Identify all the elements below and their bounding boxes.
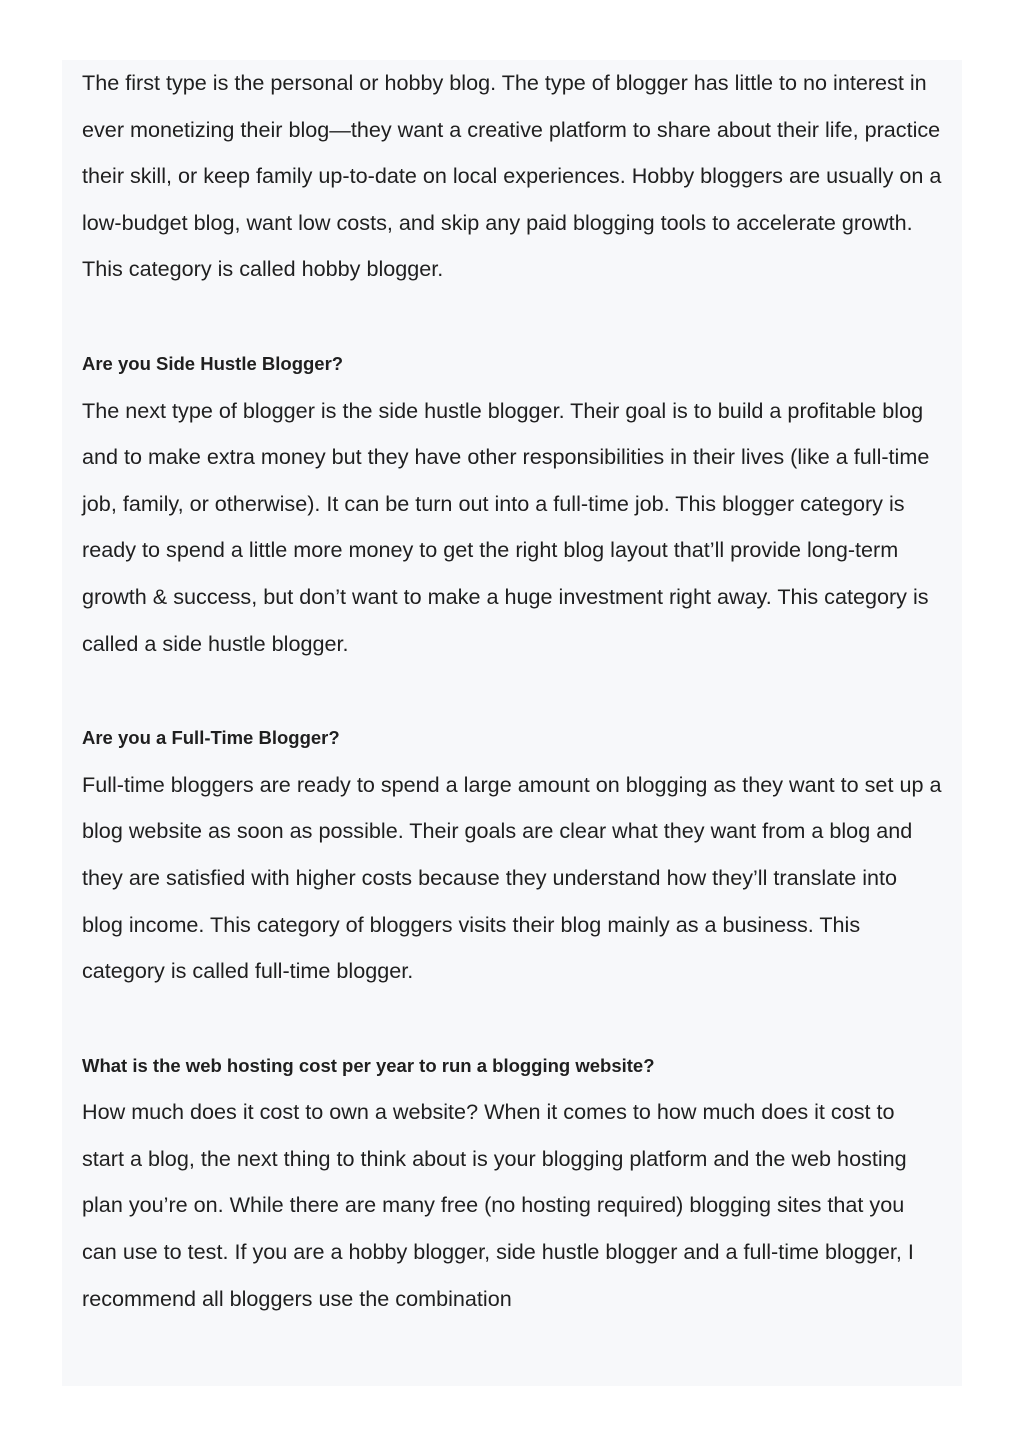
section-paragraph: Full-time bloggers are ready to spend a large amount on blogging as they want to set up a blog website as soon as possible. Their goals are clear what they want from a blog and they are satisfied with higher costs because they understand how they’ll translate into blog income. This category of bloggers visits their blog mainly as a business. This category is called full-time blogger. <box>82 771 942 984</box>
article-content-panel <box>62 60 962 1386</box>
section-paragraph: How much does it cost to own a website? When it comes to how much does it cost to start a blog, the next thing to think about is your blogging platform and the web hosting plan you’re on. While there are many free (no hosting required) blogging sites that you can use to test. If you are a hobby blogger, side hustle blogger and a full-time blogger, I recommend all bloggers use the combination <box>82 1099 914 1311</box>
section-hosting-cost <box>82 1043 942 1323</box>
section-heading: What is the web hosting cost per year to run a blogging website? <box>82 1054 655 1076</box>
section-side-hustle <box>82 341 942 667</box>
section-full-time <box>82 715 942 995</box>
section-heading: Are you Side Hustle Blogger? <box>82 352 344 374</box>
intro-paragraph: The first type is the personal or hobby blog. The type of blogger has little to no interest in ever monetizing their blog—they want a creative platform to share about their life, practice their skill, or keep family up-to-date on local experiences. Hobby bloggers are usually on a low-budget blog, want low costs, and skip any paid blogging tools to accelerate growth. This category is called hobby blogger. <box>82 70 942 282</box>
section-heading: Are you a Full-Time Blogger? <box>82 727 340 749</box>
section-paragraph: The next type of blogger is the side hustle blogger. Their goal is to build a profitable blog and to make extra money but they have other responsibilities in their lives (like a full-time job, family, or otherwise). It can be turn out into a full-time job. This blogger category is ready to spend a little more money to get the right blog layout that’ll provide long-term growth & success, but don’t want to make a huge investment right away. This category is called a side hustle blogger. <box>82 397 930 656</box>
